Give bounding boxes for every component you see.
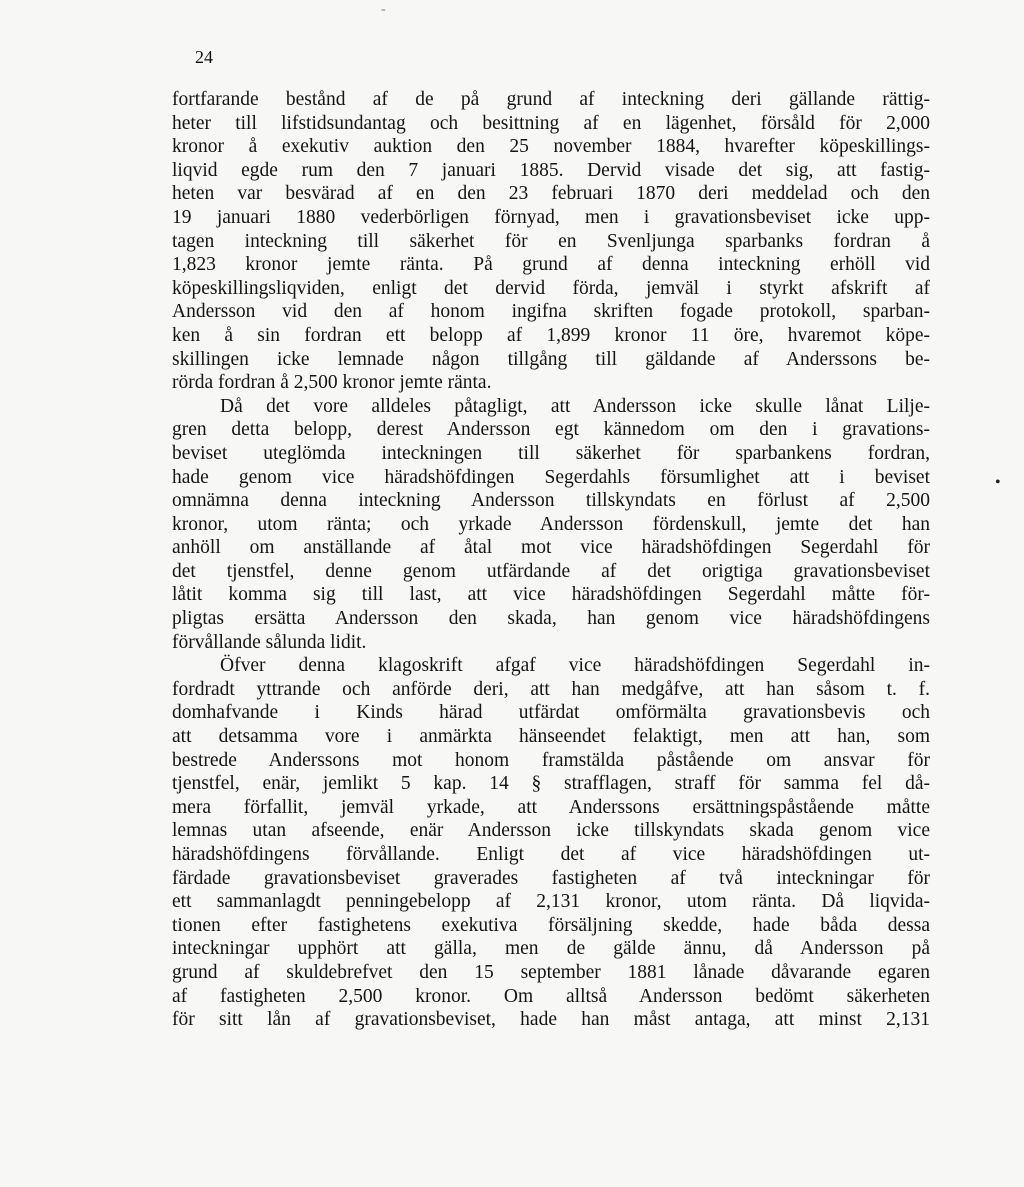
text-line: Andersson vid den af honom ingifna skriften fogade protokoll, sparban-: [172, 301, 930, 323]
text-line: att detsamma vore i anmärkta hänseendet felaktigt, men att han, som: [172, 726, 930, 748]
scan-mark: -: [381, 2, 386, 17]
text-line: Öfver denna klagoskrift afgaf vice häradshöfdingen Segerdahl in-: [220, 655, 930, 677]
text-line: låtit komma sig till last, att vice häradshöfdingen Segerdahl måtte för-: [172, 584, 930, 606]
text-line: lemnas utan afseende, enär Andersson icke tillskyndats skada genom vice: [172, 820, 930, 842]
text-line: anhöll om anställande af åtal mot vice häradshöfdingen Segerdahl för: [172, 537, 930, 559]
text-line: domhafvande i Kinds härad utfärdat omförmälta gravationsbevis och: [172, 702, 930, 724]
text-line: pligtas ersätta Andersson den skada, han genom vice häradshöfdingens: [172, 608, 930, 630]
text-line: ett sammanlagdt penningebelopp af 2,131 kronor, utom ränta. Då liqvida-: [172, 891, 930, 913]
text-line: kronor, utom ränta; och yrkade Andersson fördenskull, jemte det han: [172, 513, 930, 535]
text-line: tagen inteckning till säkerhet för en Svenljunga sparbanks fordran å: [172, 230, 930, 252]
text-line: rörda fordran å 2,500 kronor jemte ränta.: [172, 372, 492, 394]
text-line: af fastigheten 2,500 kronor. Om alltså Andersson bedömt säkerheten: [172, 985, 930, 1007]
text-line: 19 januari 1880 vederbörligen förnyad, men i gravationsbeviset icke upp-: [172, 206, 930, 228]
page-number: 24: [195, 47, 213, 67]
text-line: förvållande sålunda lidit.: [172, 631, 367, 653]
body-text: [172, 88, 930, 1032]
text-line: ken å sin fordran ett belopp af 1,899 kronor 11 öre, hvaremot köpe-: [172, 324, 930, 346]
text-line: tionen efter fastighetens exekutiva försäljning skedde, hade båda dessa: [172, 914, 930, 936]
text-line: omnämna denna inteckning Andersson tillskyndats en förlust af 2,500: [172, 490, 930, 512]
text-line: inteckningar upphört att gälla, men de gälde ännu, då Andersson på: [172, 938, 930, 960]
text-line: heten var besvärad af en den 23 februari 1870 deri meddelad och den: [172, 183, 930, 205]
text-line: det tjenstfel, denne genom utfärdande af det origtiga gravationsbeviset: [172, 560, 930, 582]
text-line: för sitt lån af gravationsbeviset, hade han måst antaga, att minst 2,131: [172, 1009, 930, 1031]
text-line: fordradt yttrande och anförde deri, att han medgåfve, att han såsom t. f.: [172, 678, 930, 700]
text-line: mera förfallit, jemväl yrkade, att Anderssons ersättningspåstående måtte: [172, 796, 930, 818]
text-line: tjenstfel, enär, jemlikt 5 kap. 14 § strafflagen, straff för samma fel då-: [172, 773, 930, 795]
text-line: Då det vore alldeles påtagligt, att Andersson icke skulle lånat Lilje-: [220, 395, 930, 417]
text-line: kronor å exekutiv auktion den 25 november 1884, hvarefter köpeskillings-: [172, 136, 930, 158]
text-line: fortfarande bestånd af de på grund af inteckning deri gällande rättig-: [172, 89, 930, 110]
text-line: skillingen icke lemnade någon tillgång till gäldande af Anderssons be-: [172, 348, 930, 370]
margin-mark: •: [995, 474, 1001, 491]
text-line: köpeskillingsliqviden, enligt det dervid förda, jemväl i styrkt afskrift af: [172, 277, 930, 299]
text-line: liqvid egde rum den 7 januari 1885. Dervid visade det sig, att fastig-: [172, 159, 930, 181]
text-line: beviset uteglömda inteckningen till säkerhet för sparbankens fordran,: [172, 442, 930, 464]
text-line: färdade gravationsbeviset graverades fastigheten af två inteckningar för: [172, 867, 930, 889]
text-line: 1,823 kronor jemte ränta. På grund af denna inteckning erhöll vid: [172, 254, 930, 276]
text-line: hade genom vice häradshöfdingen Segerdahls försumlighet att i beviset: [172, 466, 930, 488]
text-line: grund af skuldebrefvet den 15 september 1881 lånade dåvarande egaren: [172, 961, 930, 983]
text-line: häradshöfdingens förvållande. Enligt det af vice häradshöfdingen ut-: [172, 844, 930, 865]
text-line: bestrede Anderssons mot honom framstälda påstående om ansvar för: [172, 749, 930, 771]
text-line: gren detta belopp, derest Andersson egt kännedom om den i gravations-: [172, 419, 930, 441]
text-line: heter till lifstidsundantag och besittning af en lägenhet, försåld för 2,000: [172, 112, 930, 134]
